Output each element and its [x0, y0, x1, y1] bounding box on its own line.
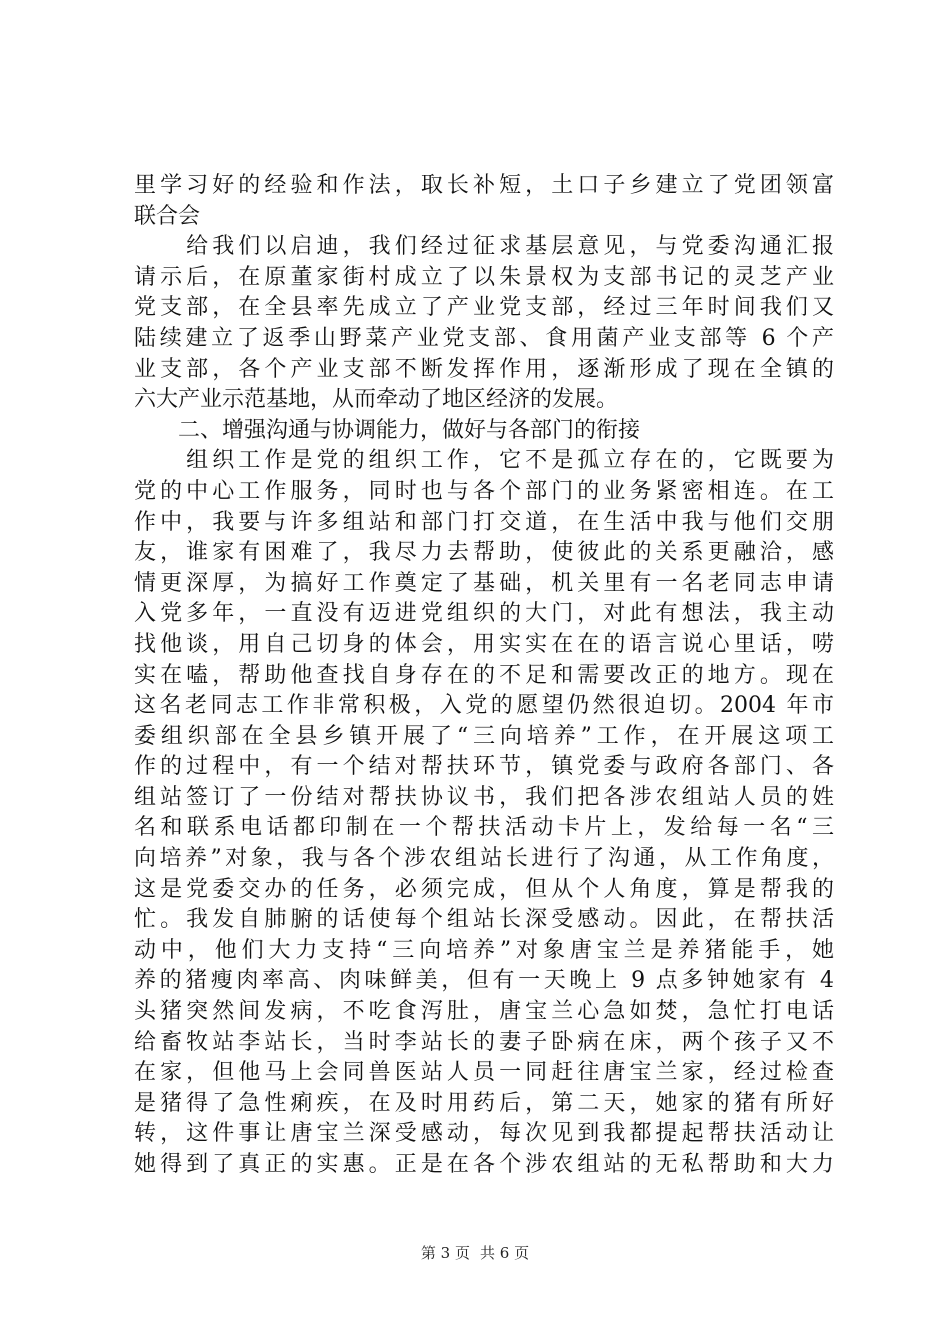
text-line: 名和联系电话都印制在一个帮扶活动卡片上，发给每一名“三: [134, 815, 834, 841]
text-line: 这名老同志工作非常积极，入党的愿望仍然很迫切。2004 年市: [134, 693, 834, 719]
text-line: 作的过程中，有一个结对帮扶环节，镇党委与政府各部门、各: [134, 754, 834, 780]
text-line: 陆续建立了返季山野菜产业党支部、食用菌产业支部等 6 个产: [134, 325, 834, 351]
text-line: 党的中心工作服务，同时也与各个部门的业务紧密相连。在工: [134, 478, 834, 504]
text-line: 忙。我发自肺腑的话使每个组站长深受感动。因此，在帮扶活: [134, 907, 834, 933]
page-number: 第 3 页: [420, 1244, 470, 1262]
page-total: 共 6 页: [480, 1244, 530, 1262]
text-line: 业支部，各个产业支部不断发挥作用，逐渐形成了现在全镇的: [134, 356, 834, 382]
text-line: 养的猪瘦肉率高、肉味鲜美，但有一天晚上 9 点多钟她家有 4: [134, 968, 834, 994]
text-line: 头猪突然间发病，不吃食泻肚，唐宝兰心急如焚，急忙打电话: [134, 999, 834, 1025]
text-line: 她得到了真正的实惠。正是在各个涉农组站的无私帮助和大力: [134, 1152, 834, 1177]
text-line: 这是党委交办的任务，必须完成，但从个人角度，算是帮我的: [134, 876, 834, 902]
text-line: 组站签订了一份结对帮扶协议书，我们把各涉农组站人员的姓: [134, 784, 834, 810]
text-line: 委组织部在全县乡镇开展了“三向培养”工作，在开展这项工: [134, 723, 834, 749]
document-body: [134, 171, 834, 1181]
text-line: 找他谈，用自己切身的体会，用实实在在的语言说心里话，唠: [134, 631, 834, 657]
page-footer: [0, 1243, 950, 1263]
text-line: 动中，他们大力支持“三向培养”对象唐宝兰是养猪能手，她: [134, 937, 834, 963]
text-line: 是猪得了急性痢疾，在及时用药后，第二天，她家的猪有所好: [134, 1090, 834, 1116]
text-line: 在家，但他马上会同兽医站人员一同赶往唐宝兰家，经过检查: [134, 1060, 834, 1086]
text-line: 友，谁家有困难了，我尽力去帮助，使彼此的关系更融洽，感: [134, 540, 834, 566]
text-line: 向培养”对象，我与各个涉农组站长进行了沟通，从工作角度，: [134, 846, 834, 872]
text-line: 给畜牧站李站长，当时李站长的妻子卧病在床，两个孩子又不: [134, 1029, 834, 1055]
text-line: 二、增强沟通与协调能力，做好与各部门的衔接: [134, 417, 641, 443]
text-line: 实在嗑，帮助他查找自身存在的不足和需要改正的地方。现在: [134, 662, 834, 688]
text-line: 请示后，在原董家街村成立了以朱景权为支部书记的灵芝产业: [134, 264, 834, 290]
text-line: 转，这件事让唐宝兰深受感动，每次见到我都提起帮扶活动让: [134, 1121, 834, 1147]
text-line: 六大产业示范基地，从而牵动了地区经济的发展。: [134, 387, 619, 413]
text-line: 联合会: [134, 203, 201, 229]
text-line: 情更深厚，为搞好工作奠定了基础，机关里有一名老同志申请: [134, 570, 834, 596]
text-line: 给我们以启迪，我们经过征求基层意见，与党委沟通汇报: [134, 234, 834, 260]
text-line: 里学习好的经验和作法，取长补短，土口子乡建立了党团领富: [134, 173, 834, 198]
text-line: 入党多年，一直没有迈进党组织的大门，对此有想法，我主动: [134, 601, 834, 627]
text-line: 党支部，在全县率先成立了产业党支部，经过三年时间我们又: [134, 295, 834, 321]
text-line: 作中，我要与许多组站和部门打交道，在生活中我与他们交朋: [134, 509, 834, 535]
text-line: 组织工作是党的组织工作，它不是孤立存在的，它既要为: [134, 448, 834, 474]
